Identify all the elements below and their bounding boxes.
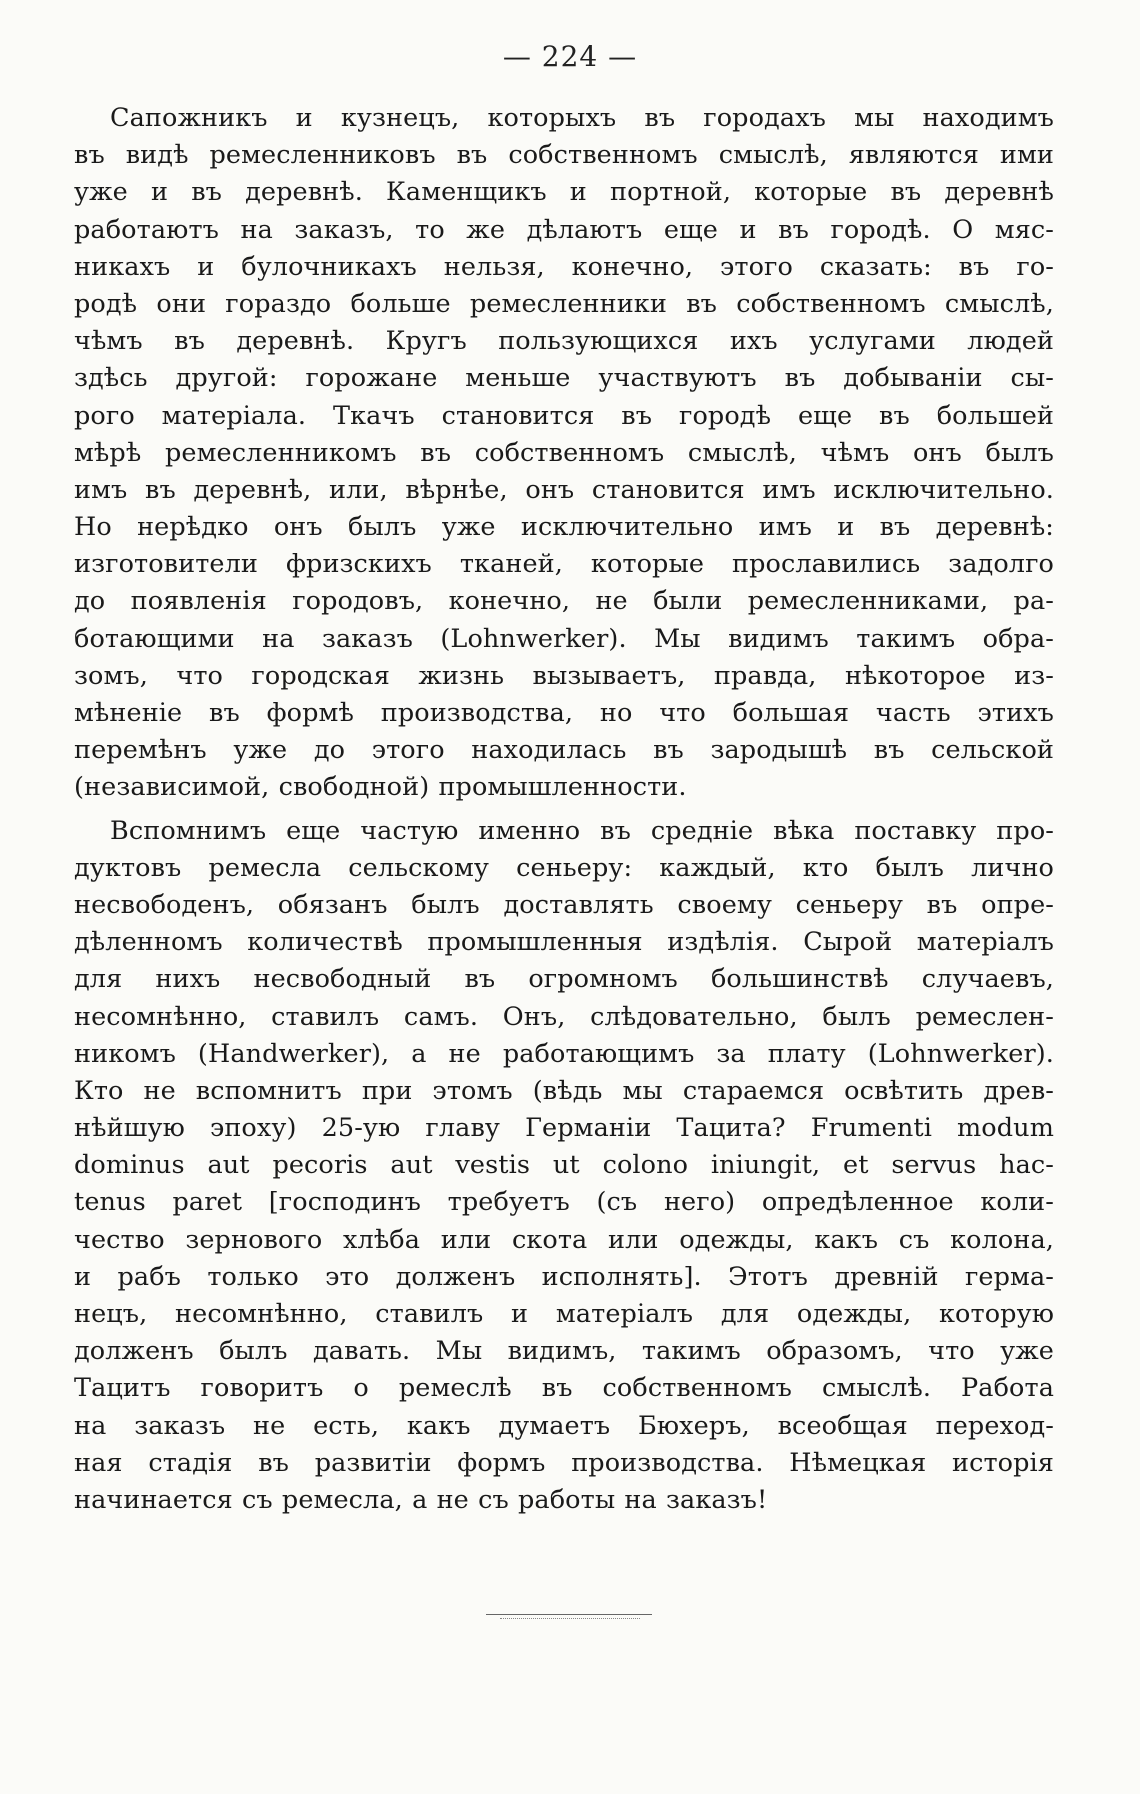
text-line: зомъ, что городская жизнь вызываетъ, правда, нѣкоторое из- [74, 660, 1054, 691]
end-rule-dotted [500, 1618, 640, 1619]
text-line: до появленія городовъ, конечно, не были ремесленниками, ра- [74, 586, 1054, 617]
text-line: никахъ и булочникахъ нельзя, конечно, этого сказать: въ го- [74, 251, 1054, 282]
text-line: Тацитъ говоритъ о ремеслѣ въ собственномъ смыслѣ. Работа [74, 1373, 1054, 1404]
text-line: перемѣнъ уже до этого находилась въ зародышѣ въ сельской [74, 735, 1054, 766]
end-rule [486, 1614, 652, 1615]
text-line: нецъ, несомнѣнно, ставилъ и матеріалъ для одежды, которую [74, 1299, 1054, 1329]
text-line: несомнѣнно, ставилъ самъ. Онъ, слѣдовательно, былъ ремеслен- [74, 1001, 1054, 1032]
text-line: Но нерѣдко онъ былъ уже исключительно имъ и въ деревнѣ: [74, 512, 1054, 543]
text-line: въ видѣ ремесленниковъ въ собственномъ смыслѣ, являются ими [74, 140, 1054, 171]
paragraph-1 [74, 100, 1054, 807]
text-line: Вспомнимъ еще частую именно въ средніе вѣка поставку про- [110, 815, 1054, 846]
text-line: изготовители фризскихъ тканей, которые прославились задолго [74, 549, 1054, 580]
text-line: чѣмъ въ деревнѣ. Кругъ пользующихся ихъ услугами людей [74, 326, 1054, 357]
text-line: дѣленномъ количествѣ промышленныя издѣлія. Сырой матеріалъ [74, 927, 1054, 958]
text-line: несвободенъ, обязанъ былъ доставлять своему сеньеру въ опре- [74, 889, 1054, 920]
text-line: ная стадія въ развитіи формъ производства. Нѣмецкая исторія [74, 1447, 1054, 1478]
text-line: tenus paret [господинъ требуетъ (съ него) опредѣленное коли- [74, 1187, 1054, 1218]
text-line: имъ въ деревнѣ, или, вѣрнѣе, онъ становится имъ исключительно. [74, 474, 1054, 505]
text-line: мѣненіе въ формѣ производства, но что большая часть этихъ [74, 698, 1054, 728]
text-line: работаютъ на заказъ, то же дѣлаютъ еще и въ городѣ. О мяс- [74, 214, 1054, 245]
text-line: Кто не вспомнитъ при этомъ (вѣдь мы стараемся освѣтить древ- [74, 1075, 1054, 1106]
text-line: мѣрѣ ремесленникомъ въ собственномъ смыслѣ, чѣмъ онъ былъ [74, 437, 1054, 468]
text-line: на заказъ не есть, какъ думаетъ Бюхеръ, всеобщая переход- [74, 1410, 1054, 1441]
text-line: никомъ (Handwerker), а не работающимъ за плату (Lohnwerker). [74, 1038, 1054, 1069]
text-line: здѣсь другой: горожане меньше участвуютъ въ добываніи сы- [74, 363, 1054, 394]
text-line: нѣйшую эпоху) 25-ую главу Германіи Тацита? Frumenti modum [74, 1113, 1054, 1144]
text-line: (независимой, свободной) промышленности. [74, 772, 687, 803]
text-line: dominus aut pecoris aut vestis ut colono iniungit, et servus hac- [74, 1150, 1054, 1181]
text-line: родѣ они гораздо больше ремесленники въ собственномъ смыслѣ, [74, 288, 1054, 319]
text-line: начинается съ ремесла, а не съ работы на заказъ! [74, 1484, 768, 1515]
text-line: чество зернового хлѣба или скота или одежды, какъ съ колона, [74, 1224, 1054, 1255]
paragraph-2 [74, 813, 1054, 1520]
body-text [74, 100, 1054, 1519]
text-line: для нихъ несвободный въ огромномъ большинствѣ случаевъ, [74, 964, 1054, 995]
page-number: — 224 — [502, 40, 638, 73]
text-line: Сапожникъ и кузнецъ, которыхъ въ городахъ мы находимъ [110, 103, 1054, 133]
text-line: долженъ былъ давать. Мы видимъ, такимъ образомъ, что уже [74, 1336, 1054, 1367]
text-line: уже и въ деревнѣ. Каменщикъ и портной, которые въ деревнѣ [74, 177, 1054, 208]
text-line: рого матеріала. Ткачъ становится въ городѣ еще въ большей [74, 400, 1054, 431]
text-line: и рабъ только это долженъ исполнять]. Этотъ древній герма- [74, 1261, 1054, 1292]
text-line: дуктовъ ремесла сельскому сеньеру: каждый, кто былъ лично [74, 852, 1054, 883]
text-line: ботающими на заказъ (Lohnwerker). Мы видимъ такимъ обра- [74, 623, 1054, 654]
